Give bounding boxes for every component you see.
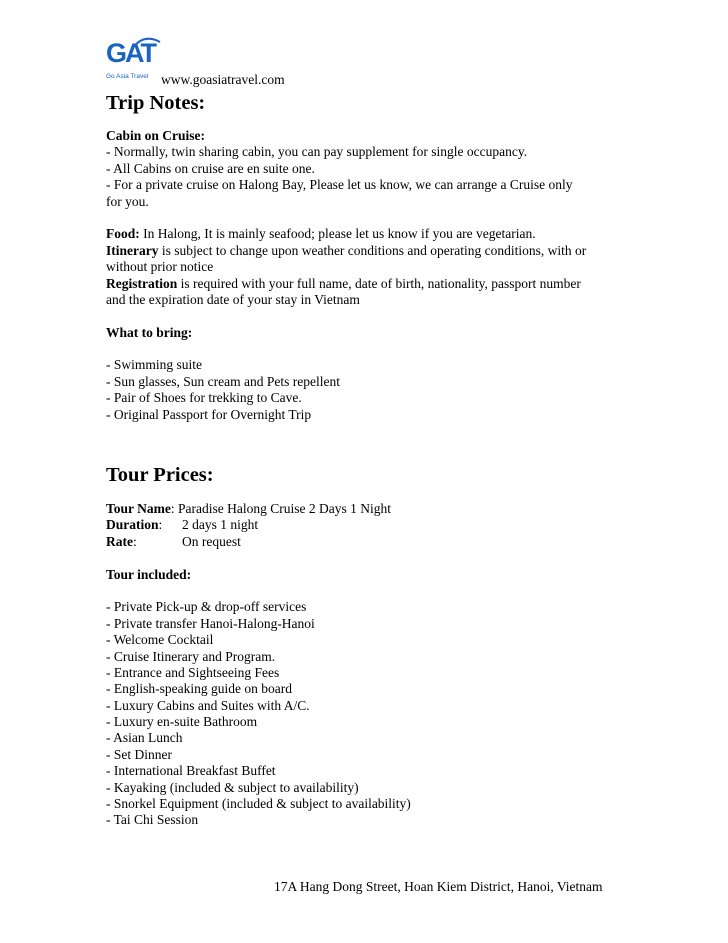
trip-notes-title: Trip Notes: xyxy=(106,92,206,114)
food-label: Food: xyxy=(106,226,140,242)
tour-prices-title: Tour Prices: xyxy=(106,464,214,486)
duration-value: 2 days 1 night xyxy=(182,517,259,533)
tour-name-label: Tour Name xyxy=(106,501,171,516)
included-item: - Tai Chi Session xyxy=(106,812,199,828)
registration-text: is required with your full name, date of birth, nationality, passport number xyxy=(177,275,581,291)
logo-tagline: Go Asia Travel xyxy=(106,73,149,80)
rate-sep: : xyxy=(133,533,137,549)
itinerary-note xyxy=(106,243,626,259)
tour-name-row xyxy=(106,501,626,517)
included-item: - Luxury en-suite Bathroom xyxy=(106,714,258,730)
included-item: - Private transfer Hanoi-Halong-Hanoi xyxy=(106,615,315,631)
included-item: - International Breakfast Buffet xyxy=(106,763,276,779)
company-logo xyxy=(106,38,162,84)
tour-prices-body xyxy=(106,501,626,829)
rate-value: On request xyxy=(182,533,241,549)
rate-row xyxy=(106,534,626,550)
duration-row xyxy=(106,517,626,533)
bring-item: - Original Passport for Overnight Trip xyxy=(106,406,312,422)
cabin-line: for you. xyxy=(106,193,149,209)
itinerary-text: is subject to change upon weather conditions and operating conditions, with or xyxy=(158,242,587,258)
included-heading: Tour included: xyxy=(106,566,192,582)
bring-item: - Swimming suite xyxy=(106,357,203,373)
cabin-line: - Normally, twin sharing cabin, you can pay supplement for single occupancy. xyxy=(106,144,528,160)
included-item: - Kayaking (included & subject to availability) xyxy=(106,779,359,795)
logo-mark: GAT xyxy=(106,38,155,68)
cabin-line: - All Cabins on cruise are en suite one. xyxy=(106,160,315,176)
tour-name-value: : Paradise Halong Cruise 2 Days 1 Night xyxy=(170,501,391,516)
website-url[interactable]: www.goasiatravel.com xyxy=(161,72,285,87)
itinerary-label: Itinerary xyxy=(106,242,159,258)
food-note xyxy=(106,226,626,242)
registration-note xyxy=(106,276,626,292)
included-item: - Set Dinner xyxy=(106,746,172,762)
included-item: - English-speaking guide on board xyxy=(106,681,292,697)
cabin-heading: Cabin on Cruise: xyxy=(106,128,206,143)
footer-address: 17A Hang Dong Street, Hoan Kiem District, Hanoi, Vietnam xyxy=(274,879,603,894)
trip-notes-body xyxy=(106,128,626,423)
bring-heading: What to bring: xyxy=(106,324,193,340)
included-item: - Asian Lunch xyxy=(106,730,183,746)
bring-item: - Pair of Shoes for trekking to Cave. xyxy=(106,390,302,406)
included-item: - Welcome Cocktail xyxy=(106,632,214,648)
rate-label: Rate xyxy=(106,533,133,549)
bring-item: - Sun glasses, Sun cream and Pets repellent xyxy=(106,373,340,389)
included-item: - Luxury Cabins and Suites with A/C. xyxy=(106,697,310,713)
food-text: In Halong, It is mainly seafood; please let us know if you are vegetarian. xyxy=(139,226,536,242)
registration-label: Registration xyxy=(106,275,178,291)
included-item: - Private Pick-up & drop-off services xyxy=(106,599,307,615)
itinerary-text-cont: without prior notice xyxy=(106,259,214,275)
included-item: - Snorkel Equipment (included & subject to availability) xyxy=(106,796,411,812)
registration-text-cont: and the expiration date of your stay in Vietnam xyxy=(106,291,360,307)
duration-sep: : xyxy=(158,517,163,533)
included-item: - Entrance and Sightseeing Fees xyxy=(106,664,280,680)
cabin-line: - For a private cruise on Halong Bay, Please let us know, we can arrange a Cruise only xyxy=(106,177,573,193)
duration-label: Duration xyxy=(106,517,159,533)
included-item: - Cruise Itinerary and Program. xyxy=(106,648,276,664)
